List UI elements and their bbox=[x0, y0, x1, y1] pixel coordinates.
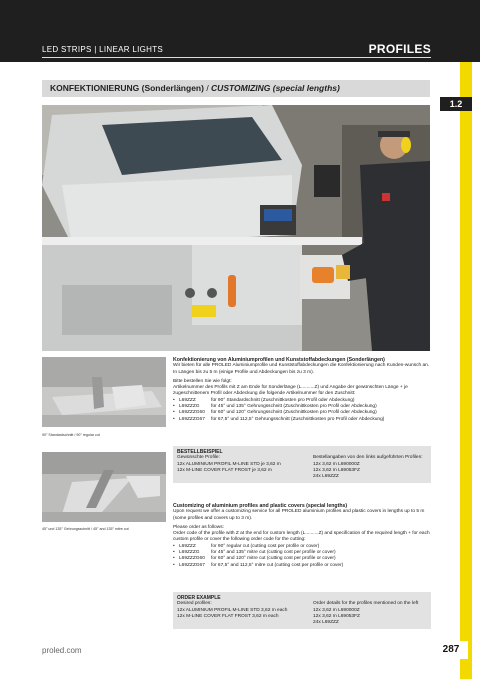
title-german: KONFEKTIONIERUNG (Sonderlängen) bbox=[50, 83, 204, 93]
chapter-tab: 1.2 bbox=[440, 97, 472, 111]
list-item: • L69ZZZ for 90° regular cut (cutting cost per profile or cover) bbox=[173, 544, 431, 550]
example-line: 12x 3,62 m L69053FZ bbox=[313, 613, 360, 619]
german-cut-list bbox=[173, 398, 431, 423]
thumb-regular-cut bbox=[42, 357, 166, 427]
english-section bbox=[173, 503, 431, 569]
thumb-caption-regular: 90° Standardschnitt / 90° regular cut bbox=[42, 433, 100, 437]
thumb-caption-mitre: 45° und 135° Gehrungsschnitt / 45° and 135° mitre cut bbox=[42, 527, 129, 531]
header-divider bbox=[42, 57, 431, 58]
example-line: 12x 3,62 m L69053FZ bbox=[313, 467, 360, 473]
title-separator: / bbox=[203, 83, 212, 93]
page-title bbox=[42, 80, 430, 97]
example-line: 12x M-LINE COVER FLAT FROST 3,62 m each bbox=[177, 613, 279, 619]
english-order-example bbox=[173, 592, 431, 629]
example-left-title: Gewünschte Profile: bbox=[177, 455, 220, 461]
footer-website[interactable]: proled.com bbox=[42, 646, 82, 655]
example-line: 24x L69ZZZ bbox=[313, 620, 339, 626]
accent-bar bbox=[460, 62, 472, 679]
english-order-text: Order code of the profile with Z at the end for custom length (L..........Z) and specification of the required length + for each custom profile or cover the following order code for the cutting: bbox=[173, 531, 430, 543]
example-heading: ORDER EXAMPLE bbox=[177, 595, 221, 601]
list-item: • L69ZZZG67 für 67,5° und 112,5° Gehrungsschnitt (Zuschnittkosten pro Profil oder Abdeckung) bbox=[173, 417, 431, 423]
example-right-title: Order details for the profiles mentioned on the left bbox=[313, 601, 419, 607]
list-item: • L69ZZZG60 for 60° and 120° mitre cut (cutting cost per profile or cover) bbox=[173, 556, 431, 562]
example-line: 12x 3,62 m L690000Z bbox=[313, 461, 360, 467]
example-line: 12x 3,62 m L690000Z bbox=[313, 607, 360, 613]
english-cut-list bbox=[173, 544, 431, 569]
title-english: CUSTOMIZING (special lengths) bbox=[211, 83, 340, 93]
example-heading: BESTELLBEISPIEL bbox=[177, 449, 223, 455]
section-label: LED STRIPS | LINEAR LIGHTS bbox=[42, 45, 164, 54]
page-number: 287 bbox=[434, 641, 468, 659]
thumb-mitre-cut bbox=[42, 452, 166, 522]
german-order-example bbox=[173, 446, 431, 483]
german-section bbox=[173, 357, 431, 423]
hero-photo-cutting-machine bbox=[42, 105, 430, 351]
category-label: PROFILES bbox=[368, 42, 431, 56]
list-item: • L69ZZZ für 90° Standardschnitt (Zuschnittkosten pro Profil oder Abdeckung) bbox=[173, 398, 431, 404]
english-heading: Customizing of aluminium profiles and plastic covers (special lengths) bbox=[173, 503, 348, 509]
example-line: 12x ALUMINIUM PROFIL M-LINE STD 3,62 m each bbox=[177, 607, 288, 613]
example-right-title: Bestellangaben von den links aufgeführten Profilen: bbox=[313, 455, 423, 461]
german-order-intro: Bitte bestellen Sie wie folgt: bbox=[173, 378, 232, 384]
list-item: • L69ZZZG for 45° and 135° mitre cut (cutting cost per profile or cover) bbox=[173, 550, 431, 556]
list-item: • L69ZZZG67 for 67,5° and 112,5° mitre cut (cutting cost per profile or cover) bbox=[173, 563, 431, 569]
german-heading: Konfektionierung von Aluminiumprofilen und Kunststoffabdeckungen (Sonderlängen) bbox=[173, 357, 385, 363]
german-intro: Wir bieten für alle PROLED Aluminiumprofile und Kunststoffabdeckungen die Konfektionierung nach Kunden-wunsch an. In Längen bis zu 5 m (einige Profile und Abdeckungen bis zu 3 m). bbox=[173, 363, 430, 375]
english-order-intro: Please order as follows: bbox=[173, 524, 224, 530]
list-item: • L69ZZZG für 45° und 135° Gehrungsschnitt (Zuschnittkosten pro Profil oder Abdeckung) bbox=[173, 404, 431, 410]
example-line: 12x M-LINE COVER FLAT FROST je 3,62 m bbox=[177, 467, 272, 473]
german-order-text: Artikelnummer des Profils mit Z am Ende für Sonderlänge (L..........Z) und Angabe der gewünschten Länge + je zugeschnittenem Profil oder Abdeckung die folgende Artikelnummer für den Zuschnitt: bbox=[173, 385, 408, 397]
example-left-title: Desired profiles: bbox=[177, 601, 212, 607]
english-intro: Upon request we offer a customizing service for all PROLED aluminium profiles and plastic covers in lengths up to 5 m (some profiles and covers up to 3 m). bbox=[173, 509, 425, 521]
example-line: 12x ALUMINIUM PROFIL M-LINE STD je 3,62 m bbox=[177, 461, 281, 467]
example-line: 24x L69ZZZ bbox=[313, 474, 339, 480]
page-header bbox=[0, 0, 480, 62]
list-item: • L69ZZZG60 für 60° und 120° Gehrungsschnitt (Zuschnittkosten pro Profil oder Abdeckung) bbox=[173, 410, 431, 416]
